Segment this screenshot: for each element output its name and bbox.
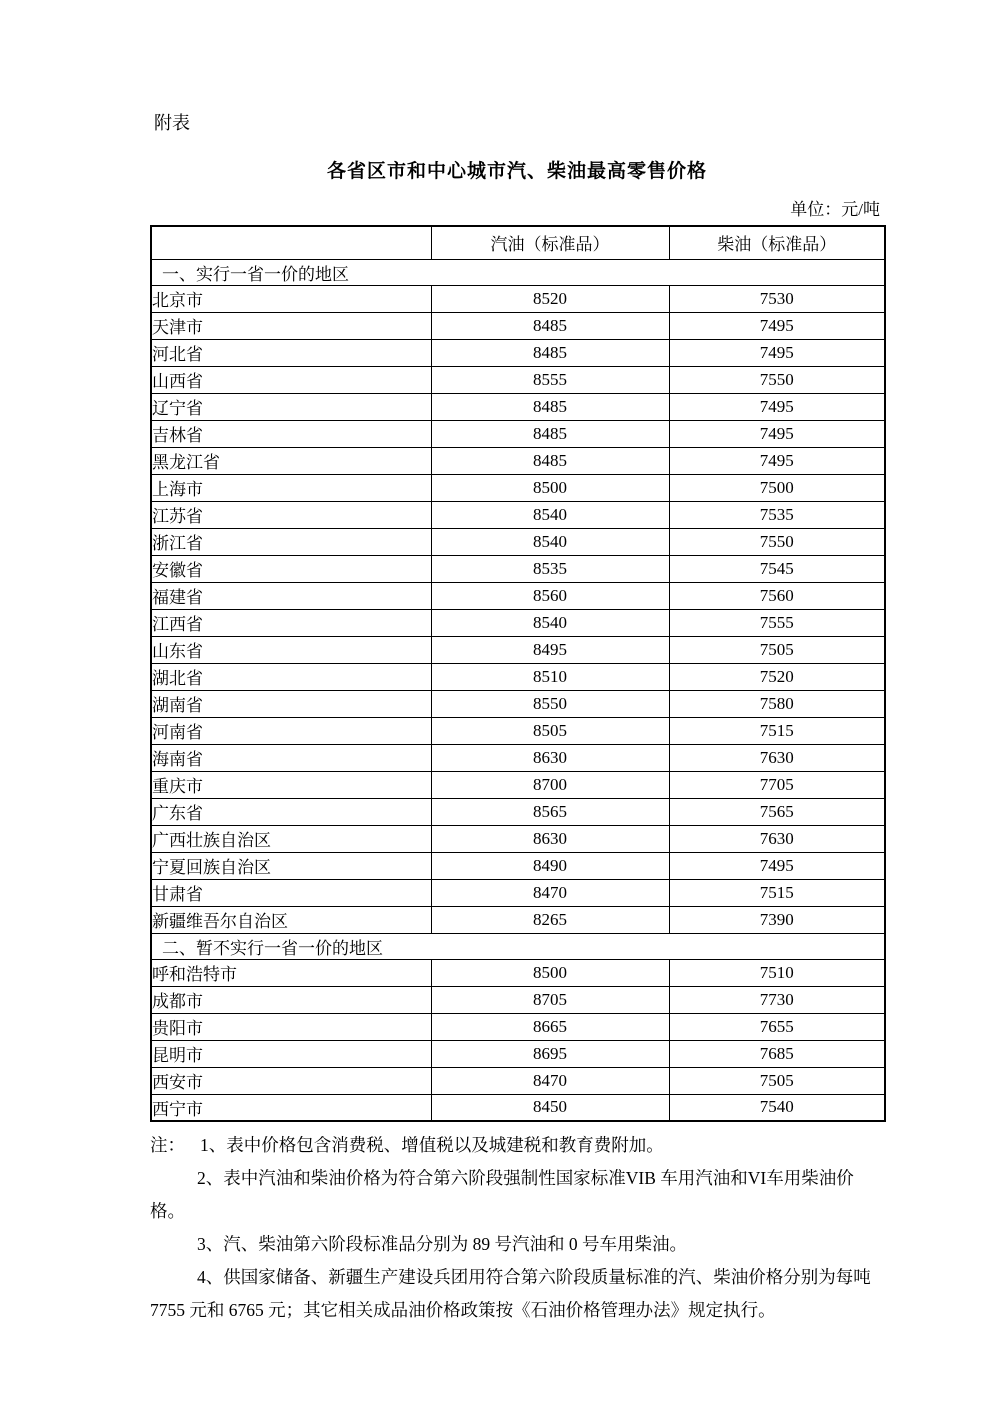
region-cell: 安徽省: [151, 555, 431, 582]
diesel-price-cell: 7565: [669, 798, 885, 825]
region-cell: 湖北省: [151, 663, 431, 690]
diesel-price-cell: 7540: [669, 1094, 885, 1121]
diesel-price-cell: 7495: [669, 447, 885, 474]
table-row: [151, 474, 885, 501]
region-cell: 上海市: [151, 474, 431, 501]
gasoline-price-cell: 8485: [431, 393, 669, 420]
gasoline-price-cell: 8470: [431, 879, 669, 906]
table-row: [151, 420, 885, 447]
gasoline-price-cell: 8540: [431, 609, 669, 636]
header-region-cell: [151, 226, 431, 259]
note-line-4: 4、供国家储备、新疆生产建设兵团用符合第六阶段质量标准的汽、柴油价格分别为每吨 7755 元和 6765 元；其它相关成品油价格政策按《石油价格管理办法》规定执行。: [150, 1267, 871, 1320]
diesel-price-cell: 7550: [669, 366, 885, 393]
diesel-price-cell: 7730: [669, 986, 885, 1013]
table-row: [151, 906, 885, 933]
region-cell: 成都市: [151, 986, 431, 1013]
diesel-price-cell: 7520: [669, 663, 885, 690]
table-row: [151, 879, 885, 906]
gasoline-price-cell: 8555: [431, 366, 669, 393]
notes-section: [150, 1129, 888, 1327]
gasoline-price-cell: 8265: [431, 906, 669, 933]
table-row: [151, 1067, 885, 1094]
table-row: [151, 690, 885, 717]
diesel-price-cell: 7545: [669, 555, 885, 582]
header-gasoline-cell: 汽油（标准品）: [431, 226, 669, 259]
table-row: [151, 663, 885, 690]
region-cell: 海南省: [151, 744, 431, 771]
region-cell: 宁夏回族自治区: [151, 852, 431, 879]
table-row: [151, 959, 885, 986]
diesel-price-cell: 7555: [669, 609, 885, 636]
gasoline-price-cell: 8550: [431, 690, 669, 717]
page-title: 各省区市和中心城市汽、柴油最高零售价格: [326, 161, 707, 182]
note-line-1: [150, 1129, 888, 1162]
gasoline-price-cell: 8500: [431, 474, 669, 501]
region-cell: 重庆市: [151, 771, 431, 798]
diesel-price-cell: 7495: [669, 339, 885, 366]
diesel-price-cell: 7580: [669, 690, 885, 717]
table-header-row: [151, 226, 885, 259]
table-row: [151, 339, 885, 366]
table-row: [151, 366, 885, 393]
region-cell: 广西壮族自治区: [151, 825, 431, 852]
region-cell: 浙江省: [151, 528, 431, 555]
table-row: [151, 447, 885, 474]
region-cell: 江西省: [151, 609, 431, 636]
diesel-price-cell: 7685: [669, 1040, 885, 1067]
table-row: [151, 852, 885, 879]
gasoline-price-cell: 8500: [431, 959, 669, 986]
diesel-price-cell: 7515: [669, 717, 885, 744]
table-row: [151, 636, 885, 663]
region-cell: 西宁市: [151, 1094, 431, 1121]
gasoline-price-cell: 8565: [431, 798, 669, 825]
diesel-price-cell: 7630: [669, 744, 885, 771]
diesel-price-cell: 7530: [669, 285, 885, 312]
region-cell: 呼和浩特市: [151, 959, 431, 986]
gasoline-price-cell: 8535: [431, 555, 669, 582]
note-text-1: 1、表中价格包含消费税、增值税以及城建税和教育费附加。: [200, 1135, 664, 1155]
diesel-price-cell: 7495: [669, 420, 885, 447]
table-row: [151, 501, 885, 528]
region-cell: 辽宁省: [151, 393, 431, 420]
header-diesel-cell: 柴油（标准品）: [669, 226, 885, 259]
notes-prefix: 注：: [150, 1135, 185, 1155]
table-row: [151, 528, 885, 555]
gasoline-price-cell: 8485: [431, 447, 669, 474]
table-row: [151, 1013, 885, 1040]
gasoline-price-cell: 8665: [431, 1013, 669, 1040]
region-cell: 山西省: [151, 366, 431, 393]
diesel-price-cell: 7495: [669, 393, 885, 420]
diesel-price-cell: 7495: [669, 312, 885, 339]
gasoline-price-cell: 8490: [431, 852, 669, 879]
table-row: [151, 771, 885, 798]
gasoline-price-cell: 8485: [431, 420, 669, 447]
region-cell: 黑龙江省: [151, 447, 431, 474]
gasoline-price-cell: 8470: [431, 1067, 669, 1094]
region-cell: 山东省: [151, 636, 431, 663]
diesel-price-cell: 7510: [669, 959, 885, 986]
note-line-2: 2、表中汽油和柴油价格为符合第六阶段强制性国家标准VIB 车用汽油和VI车用柴油价格。: [150, 1168, 854, 1221]
diesel-price-cell: 7505: [669, 1067, 885, 1094]
region-cell: 天津市: [151, 312, 431, 339]
region-cell: 北京市: [151, 285, 431, 312]
region-cell: 贵阳市: [151, 1013, 431, 1040]
diesel-price-cell: 7560: [669, 582, 885, 609]
price-table-body: [151, 259, 885, 1121]
diesel-price-cell: 7500: [669, 474, 885, 501]
gasoline-price-cell: 8495: [431, 636, 669, 663]
table-row: [151, 555, 885, 582]
diesel-price-cell: 7515: [669, 879, 885, 906]
diesel-price-cell: 7705: [669, 771, 885, 798]
diesel-price-cell: 7390: [669, 906, 885, 933]
section-header-row: [151, 933, 885, 959]
note-line-3: 3、汽、柴油第六阶段标准品分别为 89 号汽油和 0 号车用柴油。: [197, 1234, 687, 1254]
unit-label: 单位：元/吨: [790, 200, 880, 219]
region-cell: 新疆维吾尔自治区: [151, 906, 431, 933]
table-row: [151, 609, 885, 636]
gasoline-price-cell: 8700: [431, 771, 669, 798]
region-cell: 江苏省: [151, 501, 431, 528]
gasoline-price-cell: 8485: [431, 339, 669, 366]
region-cell: 河南省: [151, 717, 431, 744]
table-row: [151, 1040, 885, 1067]
table-row: [151, 744, 885, 771]
region-cell: 昆明市: [151, 1040, 431, 1067]
gasoline-price-cell: 8450: [431, 1094, 669, 1121]
gasoline-price-cell: 8630: [431, 744, 669, 771]
diesel-price-cell: 7550: [669, 528, 885, 555]
diesel-price-cell: 7505: [669, 636, 885, 663]
section-header-cell: 一、实行一省一价的地区: [151, 259, 885, 285]
gasoline-price-cell: 8705: [431, 986, 669, 1013]
region-cell: 福建省: [151, 582, 431, 609]
price-table: [150, 225, 886, 1122]
gasoline-price-cell: 8540: [431, 501, 669, 528]
section-header-row: [151, 259, 885, 285]
diesel-price-cell: 7655: [669, 1013, 885, 1040]
table-row: [151, 1094, 885, 1121]
region-cell: 西安市: [151, 1067, 431, 1094]
table-row: [151, 312, 885, 339]
table-row: [151, 285, 885, 312]
section-header-cell: 二、暂不实行一省一价的地区: [151, 933, 885, 959]
region-cell: 甘肃省: [151, 879, 431, 906]
table-row: [151, 825, 885, 852]
table-row: [151, 798, 885, 825]
attachment-label: 附表: [154, 113, 190, 133]
table-row: [151, 717, 885, 744]
gasoline-price-cell: 8630: [431, 825, 669, 852]
region-cell: 湖南省: [151, 690, 431, 717]
region-cell: 广东省: [151, 798, 431, 825]
gasoline-price-cell: 8505: [431, 717, 669, 744]
gasoline-price-cell: 8510: [431, 663, 669, 690]
gasoline-price-cell: 8485: [431, 312, 669, 339]
diesel-price-cell: 7535: [669, 501, 885, 528]
diesel-price-cell: 7495: [669, 852, 885, 879]
region-cell: 河北省: [151, 339, 431, 366]
gasoline-price-cell: 8540: [431, 528, 669, 555]
table-row: [151, 582, 885, 609]
gasoline-price-cell: 8695: [431, 1040, 669, 1067]
gasoline-price-cell: 8520: [431, 285, 669, 312]
table-row: [151, 986, 885, 1013]
region-cell: 吉林省: [151, 420, 431, 447]
gasoline-price-cell: 8560: [431, 582, 669, 609]
diesel-price-cell: 7630: [669, 825, 885, 852]
table-row: [151, 393, 885, 420]
